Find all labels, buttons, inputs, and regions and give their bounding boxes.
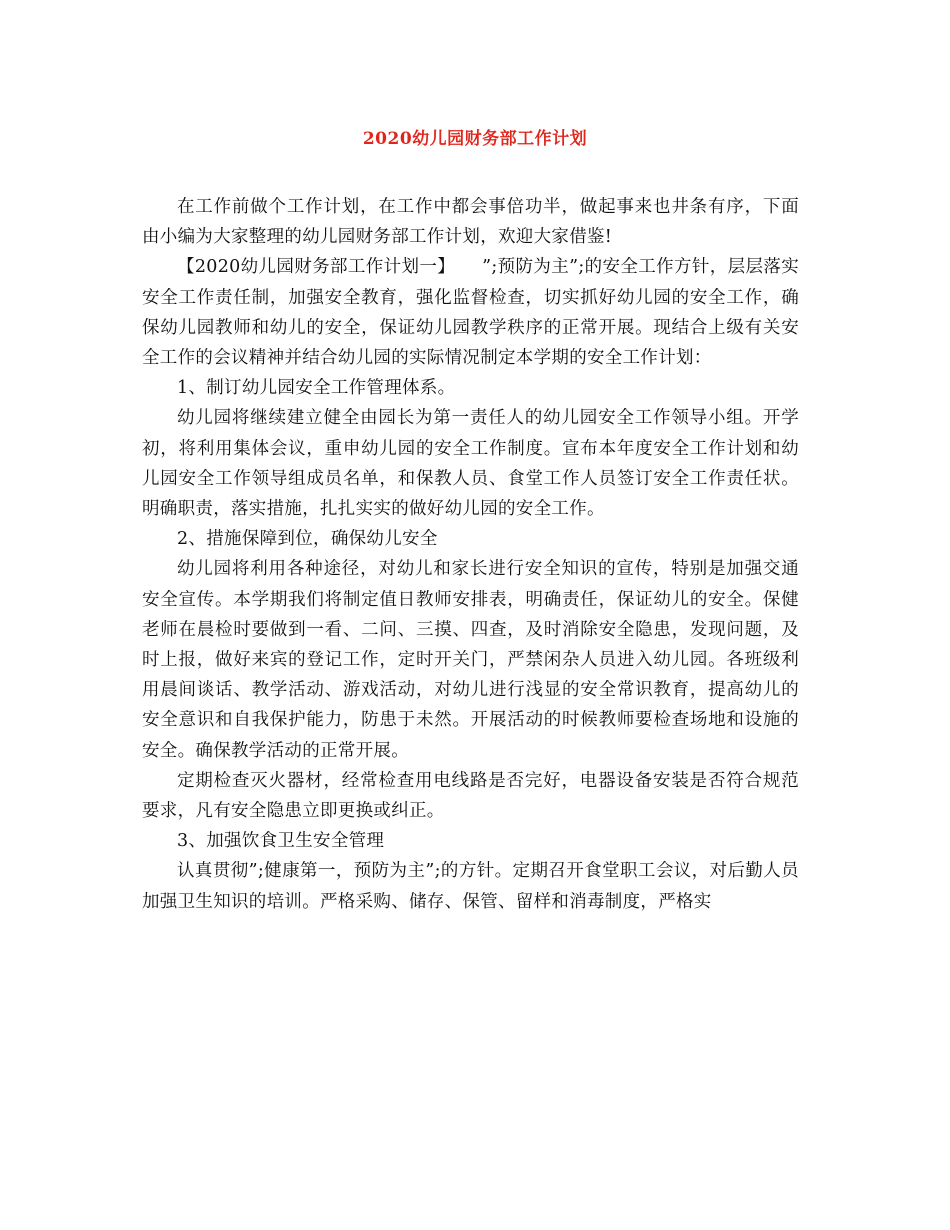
paragraph-plan-one: 【2020幼儿园财务部工作计划一】 ”;预防为主”;的安全工作方针，层层落实安全工作责任制，加强安全教育，强化监督检查，切实抓好幼儿园的安全工作，确保幼儿园教师和幼儿的安全，保证幼儿园教学秩序的正常开展。现结合上级有关安全工作的会议精神并结合幼儿园的实际情况制定本学期的安全工作计划： [142, 257, 799, 369]
section-heading-3: 3、加强饮食卫生安全管理 [177, 831, 385, 852]
section-heading-1: 1、制订幼儿园安全工作管理体系。 [177, 378, 456, 399]
paragraph-section-3: 认真贯彻”;健康第一，预防为主”;的方针。定期召开食堂职工会议，对后勤人员加强卫生知识的培训。严格采购、储存、保管、留样和消毒制度，严格实 [142, 861, 799, 912]
paragraph-section-1: 幼儿园将继续建立健全由园长为第一责任人的幼儿园安全工作领导小组。开学初，将利用集体会议，重申幼儿园的安全工作制度。宣布本年度安全工作计划和幼儿园安全工作领导组成员名单，和保教人员、食堂工作人员签订安全工作责任状。明确职责，落实措施，扎扎实实的做好幼儿园的安全工作。 [142, 408, 799, 520]
document-body [142, 192, 799, 917]
paragraph-intro: 在工作前做个工作计划，在工作中都会事倍功半，做起事来也井条有序，下面由小编为大家整理的幼儿园财务部工作计划，欢迎大家借鉴! [142, 197, 799, 248]
paragraph-section-2: 幼儿园将利用各种途径，对幼儿和家长进行安全知识的宣传，特别是加强交通安全宣传。本学期我们将制定值日教师安排表，明确责任，保证幼儿的安全。保健老师在晨检时要做到一看、二问、三摸、四查，及时消除安全隐患，发现问题，及时上报，做好来宾的登记工作，定时开关门，严禁闲杂人员进入幼儿园。各班级利用晨间谈话、教学活动、游戏活动，对幼儿进行浅显的安全常识教育，提高幼儿的安全意识和自我保护能力，防患于未然。开展活动的时候教师要检查场地和设施的安全。确保教学活动的正常开展。 [142, 559, 799, 761]
paragraph-fire-safety: 定期检查灭火器材，经常检查用电线路是否完好，电器设备安装是否符合规范要求，凡有安全隐患立即更换或纠正。 [142, 770, 799, 822]
document-title: 2020幼儿园财务部工作计划 [362, 129, 588, 149]
section-heading-2: 2、措施保障到位，确保幼儿安全 [177, 529, 438, 550]
